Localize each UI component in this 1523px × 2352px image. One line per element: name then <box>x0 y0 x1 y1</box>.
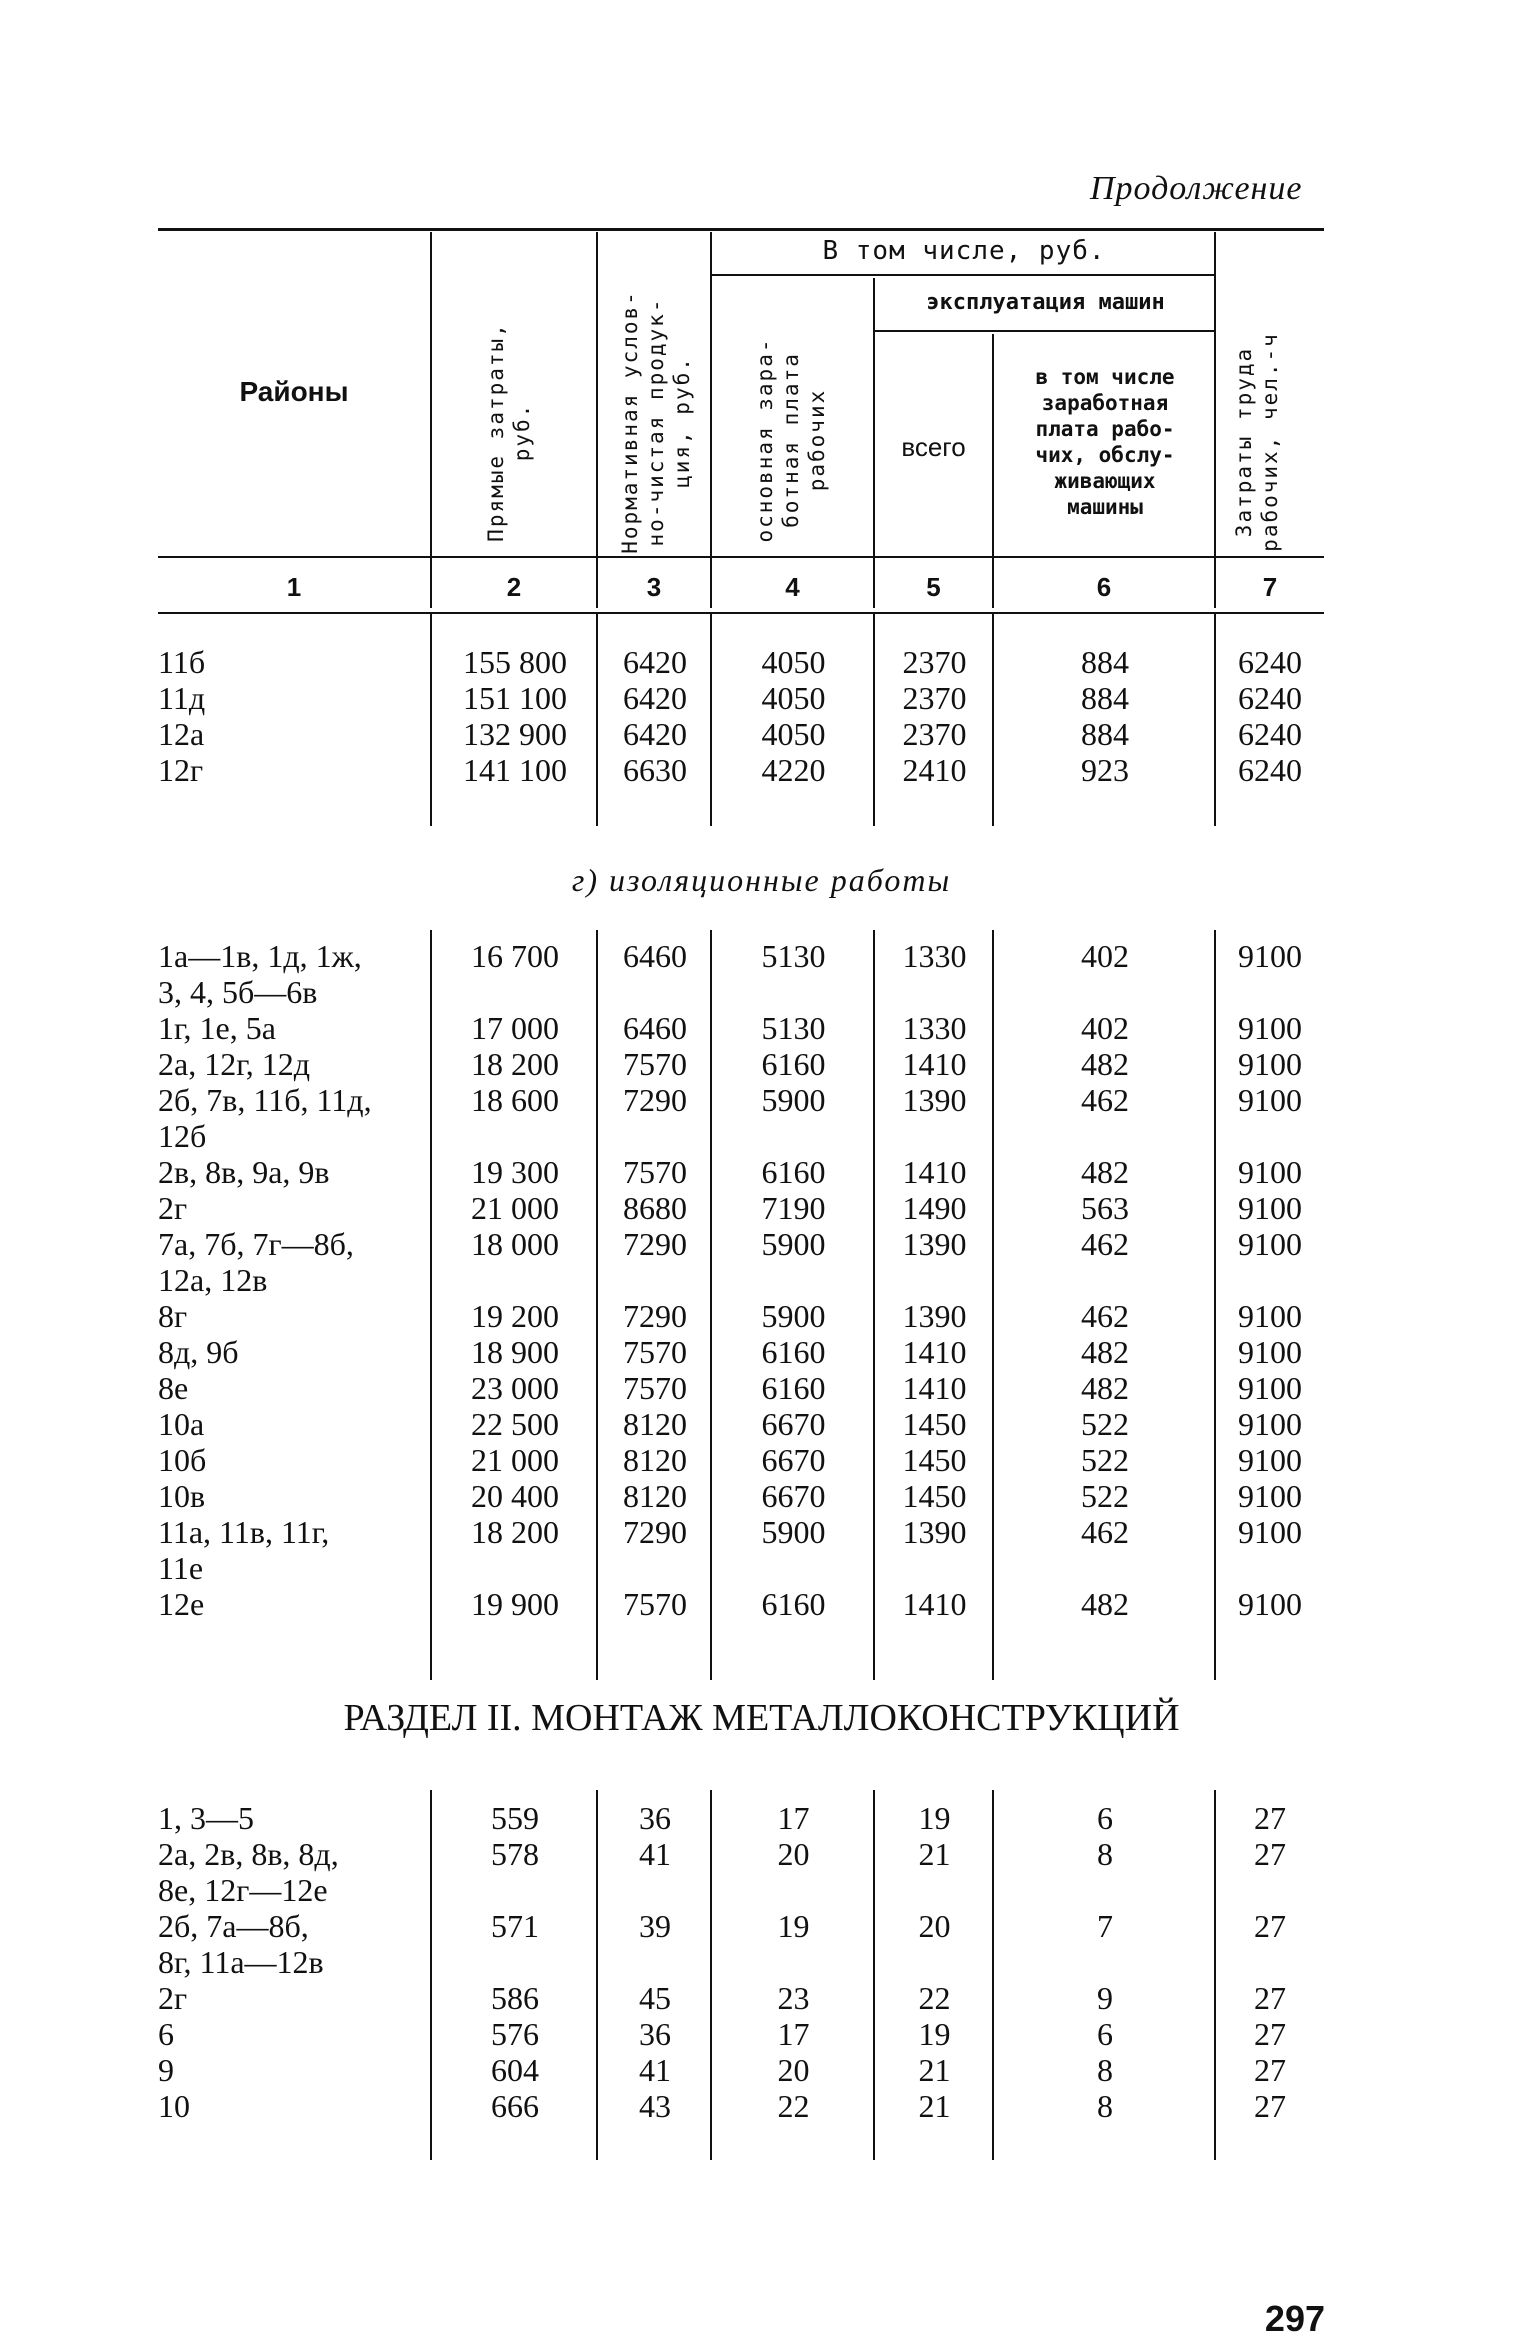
region-cell: 8г <box>158 1298 188 1334</box>
value-cell: 1390 <box>902 1298 967 1334</box>
value-cell: 6420 <box>623 716 687 752</box>
region-cell: 7а, 7б, 7г—8б, 12а, 12в <box>158 1226 354 1298</box>
value-cell: 402 <box>1081 938 1129 974</box>
value-cell: 5900 <box>761 1298 826 1334</box>
value-cell: 522 <box>1081 1478 1129 1514</box>
value-cell: 4050 <box>761 680 826 716</box>
region-cell: 8д, 9б <box>158 1334 239 1370</box>
value-cell: 2370 <box>902 644 967 680</box>
value-cell: 151 100 <box>463 680 567 716</box>
value-cell: 884 <box>1081 680 1129 716</box>
header-machine-operation: эксплуатация машин <box>926 290 1165 315</box>
region-cell: 2б, 7а—8б, 8г, 11а—12в <box>158 1908 324 1980</box>
value-cell: 2370 <box>902 680 967 716</box>
value-cell: 41 <box>639 2052 671 2088</box>
value-cell: 1390 <box>902 1514 967 1550</box>
value-cell: 18 200 <box>471 1514 559 1550</box>
table-row <box>0 1586 1523 1622</box>
value-cell: 1410 <box>902 1046 967 1082</box>
value-cell: 1450 <box>902 1406 967 1442</box>
value-cell: 1330 <box>902 938 967 974</box>
value-cell: 1410 <box>902 1586 967 1622</box>
value-cell: 9100 <box>1238 1226 1302 1262</box>
column-number: 7 <box>1262 572 1278 602</box>
value-cell: 27 <box>1254 1836 1286 1872</box>
value-cell: 586 <box>491 1980 539 2016</box>
column-number: 4 <box>785 572 800 602</box>
value-cell: 563 <box>1081 1190 1129 1226</box>
value-cell: 6 <box>1097 2016 1113 2052</box>
region-cell: 1а—1в, 1д, 1ж, 3, 4, 5б—6в <box>158 938 362 1010</box>
header-total: всего <box>901 432 966 462</box>
value-cell: 19 300 <box>471 1154 559 1190</box>
value-cell: 9100 <box>1238 1190 1302 1226</box>
region-cell: 11д <box>158 680 206 716</box>
table-row <box>0 644 1523 680</box>
value-cell: 1390 <box>902 1082 967 1118</box>
value-cell: 9100 <box>1238 1334 1302 1370</box>
header-including-rub: В том числе, руб. <box>822 236 1106 266</box>
value-cell: 9100 <box>1238 1046 1302 1082</box>
value-cell: 7570 <box>623 1586 687 1622</box>
value-cell: 6240 <box>1238 644 1302 680</box>
value-cell: 8120 <box>623 1406 687 1442</box>
value-cell: 9 <box>1097 1980 1113 2016</box>
value-cell: 5900 <box>761 1226 826 1262</box>
table-row <box>0 1836 1523 1908</box>
value-cell: 17 <box>777 2016 810 2052</box>
table-row <box>0 1082 1523 1154</box>
table-row <box>0 938 1523 1010</box>
value-cell: 462 <box>1081 1082 1129 1118</box>
value-cell: 9100 <box>1238 1514 1302 1550</box>
value-cell: 36 <box>639 1800 671 1836</box>
table-row <box>0 1226 1523 1298</box>
region-cell: 12е <box>158 1586 205 1622</box>
value-cell: 6460 <box>623 1010 687 1046</box>
value-cell: 21 <box>918 2088 951 2124</box>
value-cell: 21 <box>918 2052 951 2088</box>
table-row <box>0 716 1523 752</box>
value-cell: 6160 <box>761 1370 826 1406</box>
value-cell: 8 <box>1097 2088 1113 2124</box>
header-vline <box>596 232 598 608</box>
region-cell: 12а <box>158 716 205 752</box>
value-cell: 8 <box>1097 1836 1113 1872</box>
value-cell: 20 <box>777 2052 810 2088</box>
value-cell: 21 000 <box>471 1190 559 1226</box>
header-bottom-rule <box>158 612 1324 614</box>
region-cell: 6 <box>158 2016 174 2052</box>
value-cell: 23 000 <box>471 1370 559 1406</box>
value-cell: 5130 <box>761 938 826 974</box>
value-cell: 9100 <box>1238 1370 1302 1406</box>
value-cell: 7570 <box>623 1046 687 1082</box>
value-cell: 17 <box>777 1800 810 1836</box>
table-row <box>0 2088 1523 2124</box>
region-cell: 2б, 7в, 11б, 11д, 12б <box>158 1082 372 1154</box>
value-cell: 27 <box>1254 2052 1286 2088</box>
value-cell: 1410 <box>902 1154 967 1190</box>
header-machine-wages: в том числе заработная плата рабо- чих, обслу- живающих машины <box>1035 365 1175 519</box>
value-cell: 20 <box>777 1836 810 1872</box>
value-cell: 666 <box>491 2088 539 2124</box>
value-cell: 19 <box>918 2016 951 2052</box>
value-cell: 20 <box>918 1908 951 1944</box>
value-cell: 462 <box>1081 1514 1129 1550</box>
value-cell: 6160 <box>761 1046 826 1082</box>
table-row <box>0 1154 1523 1190</box>
value-cell: 2410 <box>902 752 967 788</box>
value-cell: 1330 <box>902 1010 967 1046</box>
value-cell: 36 <box>639 2016 671 2052</box>
value-cell: 604 <box>491 2052 539 2088</box>
value-cell: 1410 <box>902 1370 967 1406</box>
region-cell: 8е <box>158 1370 189 1406</box>
region-cell: 2в, 8в, 9а, 9в <box>158 1154 330 1190</box>
value-cell: 141 100 <box>463 752 567 788</box>
header-direct-costs: Прямые затраты, руб. <box>484 322 534 542</box>
region-cell: 2а, 12г, 12д <box>158 1046 310 1082</box>
value-cell: 27 <box>1254 1980 1286 2016</box>
value-cell: 462 <box>1081 1298 1129 1334</box>
column-number: 6 <box>1096 572 1112 602</box>
value-cell: 17 000 <box>471 1010 559 1046</box>
header-vline <box>710 232 712 608</box>
value-cell: 132 900 <box>463 716 567 752</box>
value-cell: 19 200 <box>471 1298 559 1334</box>
value-cell: 155 800 <box>463 644 567 680</box>
value-cell: 1490 <box>902 1190 967 1226</box>
value-cell: 9100 <box>1238 1082 1302 1118</box>
value-cell: 27 <box>1254 2088 1286 2124</box>
value-cell: 7570 <box>623 1154 687 1190</box>
header-number-rule <box>158 556 1324 558</box>
page-number: 297 <box>1264 2298 1325 2339</box>
value-cell: 559 <box>491 1800 539 1836</box>
including-rule <box>712 274 1216 276</box>
value-cell: 1450 <box>902 1442 967 1478</box>
value-cell: 6670 <box>761 1478 826 1514</box>
value-cell: 1410 <box>902 1334 967 1370</box>
value-cell: 1450 <box>902 1478 967 1514</box>
header-regions: Районы <box>239 376 349 407</box>
value-cell: 884 <box>1081 716 1129 752</box>
region-cell: 11б <box>158 644 206 680</box>
table-top-rule <box>158 228 1324 231</box>
value-cell: 27 <box>1254 2016 1286 2052</box>
value-cell: 482 <box>1081 1046 1129 1082</box>
value-cell: 522 <box>1081 1406 1129 1442</box>
header-basic-wages: основная зара- ботная плата рабочих <box>753 337 829 543</box>
value-cell: 20 400 <box>471 1478 559 1514</box>
region-cell: 10 <box>158 2088 190 2124</box>
value-cell: 19 900 <box>471 1586 559 1622</box>
region-cell: 12г <box>158 752 204 788</box>
value-cell: 6 <box>1097 1800 1113 1836</box>
value-cell: 19 <box>777 1908 810 1944</box>
region-cell: 2г <box>158 1980 188 2016</box>
region-cell: 10в <box>158 1478 206 1514</box>
value-cell: 462 <box>1081 1226 1129 1262</box>
machine-rule <box>875 330 1216 332</box>
value-cell: 7 <box>1097 1908 1113 1944</box>
value-cell: 5130 <box>761 1010 826 1046</box>
region-cell: 1г, 1е, 5а <box>158 1010 276 1046</box>
value-cell: 402 <box>1081 1010 1129 1046</box>
value-cell: 9100 <box>1238 1154 1302 1190</box>
value-cell: 9100 <box>1238 1442 1302 1478</box>
region-cell: 10а <box>158 1406 205 1442</box>
value-cell: 7570 <box>623 1370 687 1406</box>
value-cell: 19 <box>918 1800 951 1836</box>
table-row <box>0 1478 1523 1514</box>
value-cell: 522 <box>1081 1442 1129 1478</box>
column-number: 2 <box>506 572 522 602</box>
value-cell: 6240 <box>1238 680 1302 716</box>
value-cell: 6240 <box>1238 716 1302 752</box>
value-cell: 16 700 <box>471 938 559 974</box>
value-cell: 6160 <box>761 1586 826 1622</box>
table-row <box>0 1514 1523 1586</box>
value-cell: 23 <box>777 1980 810 2016</box>
value-cell: 6420 <box>623 680 687 716</box>
value-cell: 8680 <box>623 1190 687 1226</box>
value-cell: 923 <box>1081 752 1129 788</box>
table-row <box>0 2016 1523 2052</box>
table-row <box>0 2052 1523 2088</box>
value-cell: 7290 <box>623 1226 687 1262</box>
table-row <box>0 1046 1523 1082</box>
value-cell: 482 <box>1081 1154 1129 1190</box>
value-cell: 21 <box>918 1836 951 1872</box>
value-cell: 6420 <box>623 644 687 680</box>
value-cell: 22 500 <box>471 1406 559 1442</box>
value-cell: 7290 <box>623 1082 687 1118</box>
value-cell: 4220 <box>761 752 826 788</box>
value-cell: 7290 <box>623 1298 687 1334</box>
region-cell: 2г <box>158 1190 188 1226</box>
region-cell: 10б <box>158 1442 207 1478</box>
value-cell: 6670 <box>761 1442 826 1478</box>
value-cell: 482 <box>1081 1586 1129 1622</box>
region-cell: 2а, 2в, 8в, 8д, 8е, 12г—12е <box>158 1836 339 1908</box>
value-cell: 6160 <box>761 1334 826 1370</box>
value-cell: 43 <box>639 2088 671 2124</box>
value-cell: 1390 <box>902 1226 967 1262</box>
value-cell: 18 600 <box>471 1082 559 1118</box>
header-normative-net-output: Нормативная услов- но-чистая продук- ция, руб. <box>618 290 694 554</box>
region-cell: 9 <box>158 2052 174 2088</box>
table-row <box>0 1908 1523 1980</box>
value-cell: 884 <box>1081 644 1129 680</box>
header-vline <box>430 232 432 608</box>
value-cell: 9100 <box>1238 1478 1302 1514</box>
value-cell: 4050 <box>761 716 826 752</box>
value-cell: 41 <box>639 1836 671 1872</box>
value-cell: 21 000 <box>471 1442 559 1478</box>
group-3-title: РАЗДЕЛ II. МОНТАЖ МЕТАЛЛОКОНСТРУКЦИЙ <box>343 1697 1180 1739</box>
region-cell: 11а, 11в, 11г, 11е <box>158 1514 330 1586</box>
column-number: 5 <box>926 572 941 602</box>
value-cell: 18 200 <box>471 1046 559 1082</box>
value-cell: 18 900 <box>471 1334 559 1370</box>
value-cell: 4050 <box>761 644 826 680</box>
table-row <box>0 1980 1523 2016</box>
table-row <box>0 680 1523 716</box>
value-cell: 8120 <box>623 1478 687 1514</box>
table-row <box>0 752 1523 788</box>
column-number: 1 <box>286 572 302 602</box>
header-labor-costs: Затраты труда рабочих, чел.-ч <box>1232 332 1282 552</box>
value-cell: 5900 <box>761 1514 826 1550</box>
value-cell: 9100 <box>1238 1586 1302 1622</box>
table-row <box>0 1370 1523 1406</box>
value-cell: 6160 <box>761 1154 826 1190</box>
value-cell: 576 <box>491 2016 539 2052</box>
value-cell: 45 <box>639 1980 671 2016</box>
value-cell: 482 <box>1081 1334 1129 1370</box>
value-cell: 9100 <box>1238 1298 1302 1334</box>
value-cell: 7190 <box>761 1190 826 1226</box>
value-cell: 27 <box>1254 1908 1286 1944</box>
value-cell: 9100 <box>1238 1010 1302 1046</box>
value-cell: 482 <box>1081 1370 1129 1406</box>
value-cell: 39 <box>639 1908 671 1944</box>
value-cell: 27 <box>1254 1800 1286 1836</box>
value-cell: 5900 <box>761 1082 826 1118</box>
value-cell: 8 <box>1097 2052 1113 2088</box>
continued-label: Продолжение <box>1090 170 1303 207</box>
value-cell: 6630 <box>623 752 687 788</box>
table-row <box>0 1800 1523 1836</box>
value-cell: 6240 <box>1238 752 1302 788</box>
value-cell: 578 <box>491 1836 539 1872</box>
table-row <box>0 1190 1523 1226</box>
column-number: 3 <box>646 572 662 602</box>
value-cell: 22 <box>777 2088 810 2124</box>
value-cell: 9100 <box>1238 1406 1302 1442</box>
table-row <box>0 1010 1523 1046</box>
value-cell: 7570 <box>623 1334 687 1370</box>
table-row <box>0 1406 1523 1442</box>
value-cell: 6670 <box>761 1406 826 1442</box>
table-row <box>0 1442 1523 1478</box>
value-cell: 6460 <box>623 938 687 974</box>
value-cell: 571 <box>491 1908 539 1944</box>
table-row <box>0 1334 1523 1370</box>
value-cell: 22 <box>918 1980 951 2016</box>
table-row <box>0 1298 1523 1334</box>
value-cell: 2370 <box>902 716 967 752</box>
group-2-title: г) изоляционные работы <box>571 862 952 898</box>
value-cell: 8120 <box>623 1442 687 1478</box>
value-cell: 9100 <box>1238 938 1302 974</box>
value-cell: 18 000 <box>471 1226 559 1262</box>
value-cell: 7290 <box>623 1514 687 1550</box>
region-cell: 1, 3—5 <box>158 1800 254 1836</box>
